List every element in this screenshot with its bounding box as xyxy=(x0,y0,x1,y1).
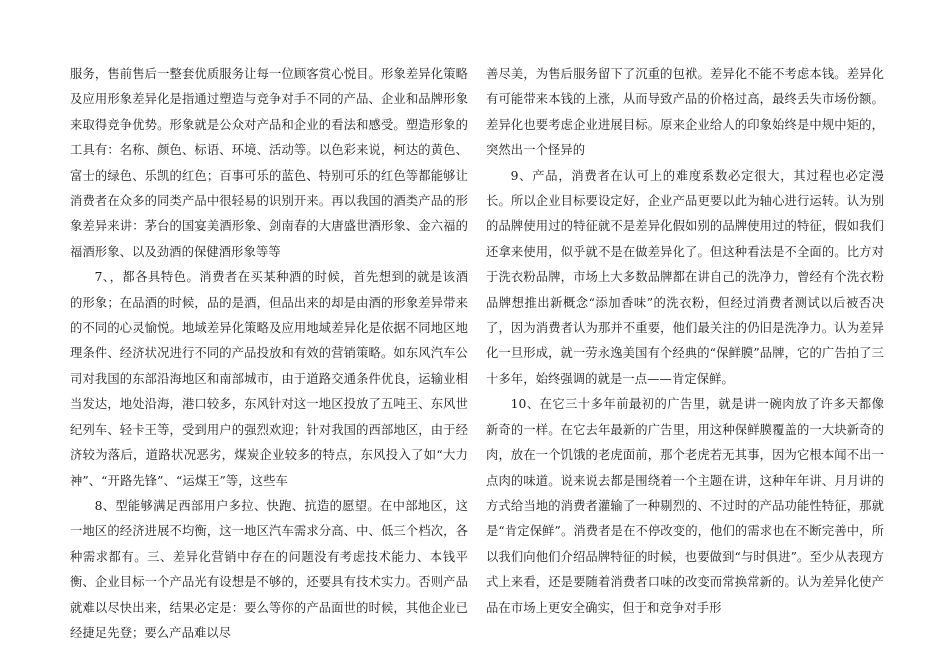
left-column xyxy=(70,62,468,646)
paragraph-7: 7、，都各具特色。消费者在买某种酒的时候，首先想到的就是该酒的形象；在品酒的时候，品的是酒，但品出来的却是由酒的形象差异带来的不同的心灵愉悦。地域差异化策略及应用地域差异化是依据不同地区地理条件、经济状况进行不同的产品投放和有效的营销策略。如东风汽车公司对我国的东部沿海地区和南部城市，由于道路交通条件优良，运输业相当发达，地处沿海，港口较多，东风针对这一地区投放了五吨王、东风世纪列车、轻卡王等，受到用户的强烈欢迎；针对我国的西部地区，由于经济较为落后，道路状况恶劣，煤炭企业较多的特点，东风投入了如“大力神”、“开路先锋”、“运煤王”等，这些车 xyxy=(70,270,468,488)
paragraph-continued: 善尽美，为售后服务留下了沉重的包袱。差异化不能不考虑本钱。差异化有可能带来本钱的上涨，从而导致产品的价格过高，最终丢失市场份额。差异化也要考虑企业进展目标。原来企业给人的印象始终是中规中矩的，突然出一个怪异的 xyxy=(486,67,884,158)
right-column xyxy=(486,62,884,621)
paragraph-10: 10、在它三十多年前最初的广告里，就是讲一碗肉放了许多天都像新奇的一样。在它去年最新的广告里，用这种保鲜膜覆盖的一大块新奇的肉，放在一个饥饿的老虎面前，那个老虎若无其事，因为它根本闻不出一点肉的味道。说来说去都是围绕着一个主题在讲，这种年年讲、月月讲的方式给当地的消费者灌输了一种剔烈的、不过时的产品功能性特征，那就是“肯定保鲜”。消费者是在不停改变的，他们的需求也在不断完善中，所以我们向他们介绍品牌特征的时候，也要做到“与时俱进”。至少从表现方式上来看，还是要随着消费者口味的改变而常换常新的。认为差异化使产品在市场上更安全确实，但于和竞争对手形 xyxy=(486,397,884,615)
paragraph-intro: 服务，售前售后一整套优质服务让每一位顾客赏心悦目。形象差异化策略及应用形象差异化是指通过塑造与竞争对手不同的产品、企业和品牌形象来取得竞争优势。形象就是公众对产品和企业的看法和感受。塑造形象的工具有：名称、颜色、标语、环境、活动等。以色彩来说，柯达的黄色、富士的绿色、乐凯的红色；百事可乐的蓝色、特别可乐的红色等都能够让消费者在众多的同类产品中很轻易的识别开来。再以我国的酒类产品的形象差异来讲：茅台的国宴美酒形象、剑南春的大唐盛世酒形象、金六福的福酒形象、以及劲酒的保健酒形象等等 xyxy=(70,67,468,259)
paragraph-8: 8、型能够满足西部用户多拉、快跑、抗造的愿望。在中部地区，这一地区的经济进展不均衡，这一地区汽车需求分高、中、低三个档次，各种需求都有。三、差异化营销中存在的问题没有考虑技术能力、本钱平衡、企业目标一个产品光有设想是不够的，还要具有技术实力。否则产品就难以尽快出来，结果必定是：要么等你的产品面世的时候，其他企业已经捷足先登；要么产品难以尽 xyxy=(70,498,468,640)
paragraph-9: 9、产品，消费者在认可上的难度系数必定很大，其过程也必定漫长。所以企业目标要设定好，企业产品更要以此为轴心进行运转。认为别的品牌使用过的特征就不是差异化假如别的品牌使用过的特征，假如我们还拿来使用，似乎就不是在做差异化了。但这种看法是不全面的。比方对于洗衣粉品牌，市场上大多数品牌都在讲自己的洗净力，曾经有个洗衣粉品牌想推出新概念“添加香味”的洗衣粉，但经过消费者测试以后被否决了，因为消费者认为那并不重要，他们最关注的仍旧是洗净力。认为差异化一旦形成，就一劳永逸美国有个经典的“保鲜膜”品牌，它的广告拍了三十多年，始终强调的就是一点——肯定保鲜。 xyxy=(486,168,884,386)
